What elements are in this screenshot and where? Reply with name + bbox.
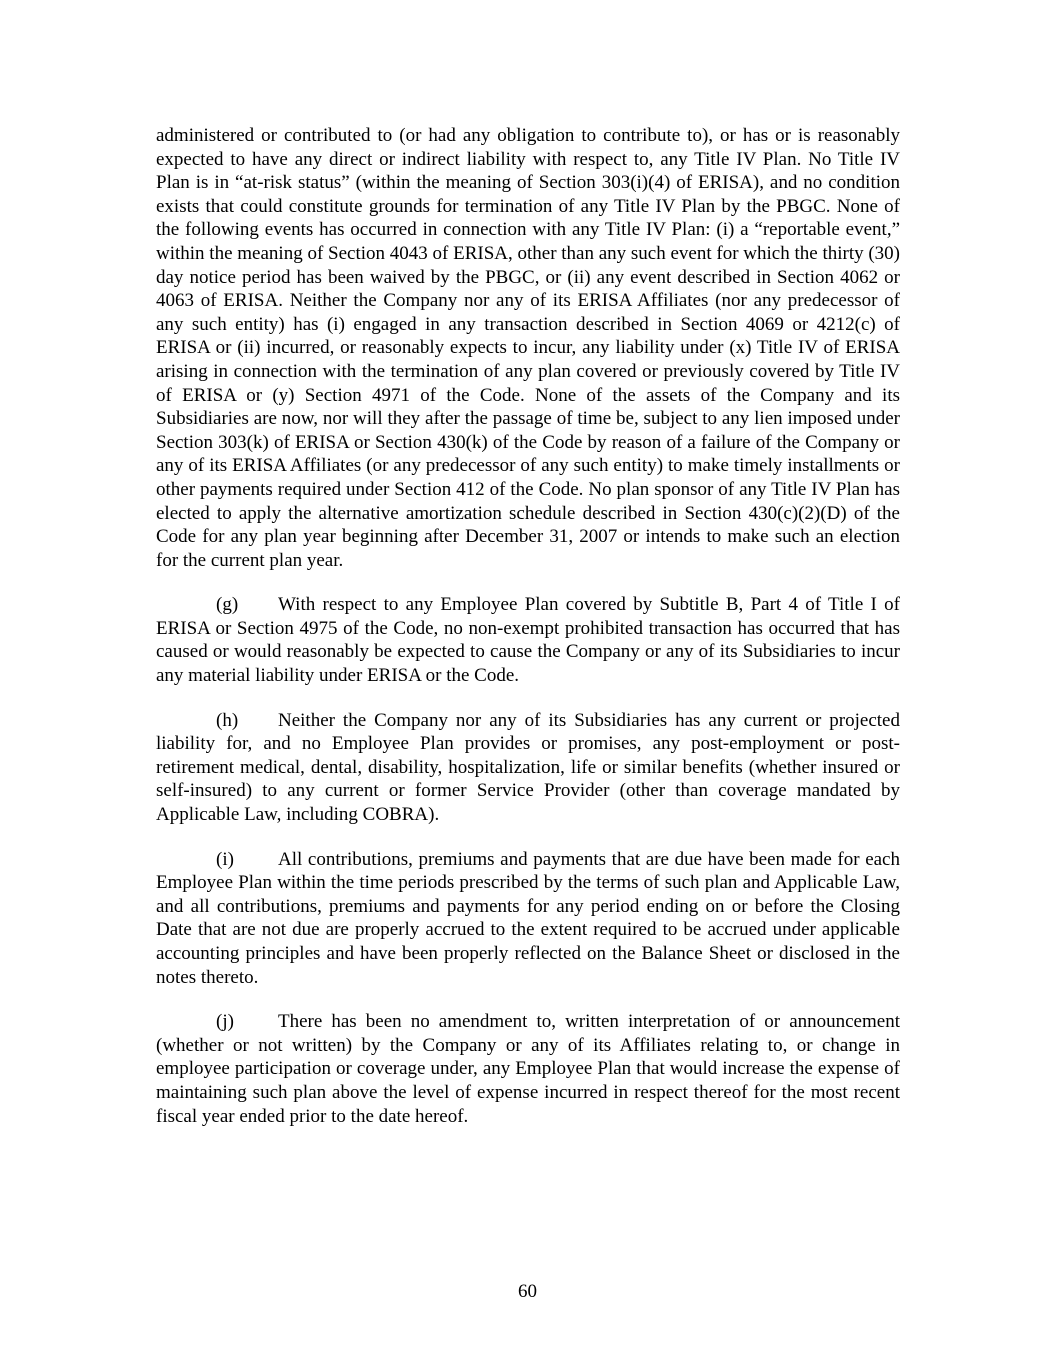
paragraph-text: With respect to any Employee Plan covered by Subtitle B, Part 4 of Title I of ERISA or Section 4975 of the Code, no non-exempt prohibited transaction has occurred that has caused or would reasonably be expected to cause the Company or any of its Subsidiaries to incur any material liability under ERISA or the Code.	[156, 594, 900, 687]
paragraph-text: All contributions, premiums and payments that are due have been made for each Employee Plan within the time periods prescribed by the terms of such plan and Applicable Law, and all contributions, premiums and payments for any period ending on or before the Closing Date that are not due are properly accrued to the extent required to be accrued under applicable accounting principles and have been properly reflected on the Balance Sheet or disclosed in the notes thereto.	[156, 848, 900, 988]
paragraph-j	[156, 1010, 900, 1128]
paragraph-label: (g)	[216, 594, 239, 616]
page-number: 60	[518, 1281, 537, 1302]
paragraph-text: Neither the Company nor any of its Subsidiaries has any current or projected liability for, and no Employee Plan provides or promises, any post-employment or post-retirement medical, dental, disability, hospitalization, life or similar benefits (whether insured or self-insured) to any current or former Service Provider (other than coverage mandated by Applicable Law, including COBRA).	[156, 709, 900, 826]
paragraph-label: (j)	[216, 1011, 234, 1033]
paragraph-i	[156, 848, 900, 990]
paragraph-label: (i)	[216, 848, 234, 870]
paragraph-text: There has been no amendment to, written interpretation of or announcement (whether or not written) by the Company or any of its Affiliates relating to, or change in employee participation or coverage under, any Employee Plan that would increase the expense of maintaining such plan above the level of expense incurred in respect thereof for the most recent fiscal year ended prior to the date hereof.	[156, 1011, 900, 1127]
document-page	[156, 124, 900, 1128]
paragraph-g	[156, 593, 900, 687]
paragraph-continued	[156, 124, 900, 572]
paragraph-text: administered or contributed to (or had any obligation to contribute to), or has or is reasonably expected to have any direct or indirect liability with respect to, any Title IV Plan. No Title IV Plan is in “at-risk status” (within the meaning of Section 303(i)(4) of ERISA), and no condition exists that could constitute grounds for termination of any Title IV Plan by the PBGC. None of the following events has occurred in connection with any Title IV Plan: (i) a “reportable event,” within the meaning of Section 4043 of ERISA, other than any such event for which the thirty (30) day notice period has been waived by the PBGC, or (ii) any event described in Section 4062 or 4063 of ERISA. Neither the Company nor any of its ERISA Affiliates (nor any predecessor of any such entity) has (i) engaged in any transaction described in Section 4069 or 4212(c) of ERISA or (ii) incurred, or reasonably expects to incur, any liability under (x) Title IV of ERISA arising in connection with the termination of any plan covered or previously covered by Title IV of ERISA or (y) Section 4971 of the Code. None of the assets of the Company and its Subsidiaries are now, nor will they after the passage of time be, subject to any lien imposed under Section 303(k) of ERISA or Section 430(k) of the Code by reason of a failure of the Company or any of its ERISA Affiliates (or any predecessor of any such entity) to make timely installments or other payments required under Section 412 of the Code. No plan sponsor of any Title IV Plan has elected to apply the alternative amortization schedule described in Section 430(c)(2)(D) of the Code for any plan year beginning after December 31, 2007 or intends to make such an election for the current plan year.	[156, 125, 901, 571]
paragraph-h	[156, 709, 900, 827]
paragraph-label: (h)	[216, 709, 239, 731]
